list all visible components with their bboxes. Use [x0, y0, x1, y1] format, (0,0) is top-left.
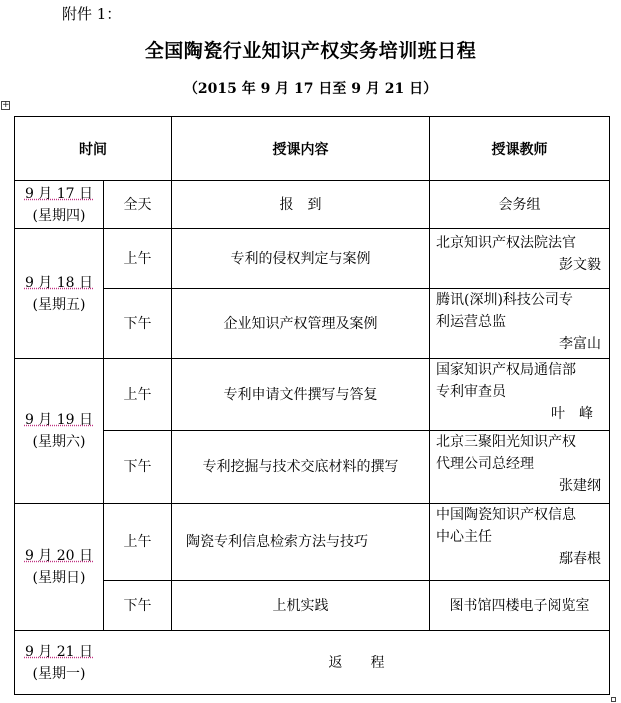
date-cell	[15, 359, 103, 503]
teacher-title: 北京知识产权法院法官	[436, 235, 576, 251]
content-cell: 专利的侵权判定与案例	[230, 250, 371, 267]
teacher-name: 叶 峰	[551, 406, 593, 422]
date-cell	[15, 229, 103, 358]
table-resize-handle-icon[interactable]	[611, 697, 616, 702]
teacher-cell	[430, 232, 609, 288]
content-cell: 陶瓷专利信息检索方法与技巧	[186, 534, 368, 550]
period-cell: 下午	[123, 597, 152, 614]
teacher-cell: 会务组	[498, 196, 541, 213]
date-cell	[15, 631, 103, 694]
teacher-name: 张建纲	[559, 478, 601, 494]
weekday-text: (星期五)	[32, 296, 86, 313]
weekday-text: (星期六)	[32, 434, 86, 450]
period-cell: 上午	[123, 386, 152, 403]
date-cell	[15, 504, 103, 630]
annex-label: 附件 1：	[62, 5, 122, 23]
date-text: 9 月 18 日	[24, 274, 94, 291]
teacher-title: 专利审查员	[436, 384, 506, 400]
document-subtitle: （2015 年 9 月 17 日至 9 月 21 日）	[183, 81, 438, 97]
date-text: 9 月 20 日	[24, 548, 94, 564]
teacher-cell	[430, 359, 609, 430]
teacher-cell	[430, 289, 609, 358]
content-cell: 上机实践	[272, 597, 329, 614]
teacher-cell	[430, 431, 609, 503]
document-title: 全国陶瓷行业知识产权实务培训班日程	[144, 40, 477, 62]
weekday-text: (星期四)	[32, 207, 86, 224]
period-cell: 全天	[123, 196, 152, 213]
teacher-cell	[430, 504, 609, 580]
teacher-name: 李富山	[559, 336, 601, 352]
content-cell: 企业知识产权管理及案例	[223, 315, 378, 332]
teacher-name: 鄢春根	[559, 551, 601, 567]
period-cell: 下午	[123, 459, 152, 475]
date-text: 9 月 21 日	[24, 643, 94, 660]
teacher-cell: 图书馆四楼电子阅览室	[449, 597, 590, 614]
teacher-title: 国家知识产权局通信部	[436, 362, 576, 378]
teacher-title: 中心主任	[436, 529, 492, 545]
teacher-title: 利运营总监	[436, 314, 506, 330]
return-cell: 返 程	[328, 654, 385, 671]
date-cell	[15, 181, 103, 228]
weekday-text: (星期日)	[32, 570, 86, 586]
header-time: 时间	[79, 141, 107, 158]
weekday-text: (星期一)	[32, 665, 86, 682]
period-cell: 上午	[123, 534, 152, 550]
date-text: 9 月 17 日	[24, 185, 94, 202]
content-cell: 报 到	[279, 196, 322, 213]
teacher-title: 腾讯(深圳)科技公司专	[436, 292, 573, 308]
teacher-title: 北京三聚阳光知识产权	[436, 434, 576, 450]
teacher-title: 中国陶瓷知识产权信息	[436, 507, 576, 523]
content-cell: 专利申请文件撰写与答复	[223, 386, 378, 403]
content-cell: 专利挖掘与技术交底材料的撰写	[202, 459, 399, 475]
period-cell: 下午	[123, 315, 152, 332]
header-content: 授课内容	[272, 141, 329, 158]
teacher-name: 彭文毅	[559, 257, 601, 273]
teacher-title: 代理公司总经理	[436, 456, 534, 472]
period-cell: 上午	[123, 250, 152, 267]
header-teacher: 授课教师	[491, 141, 548, 158]
table-move-handle-icon[interactable]: +	[2, 100, 10, 110]
date-text: 9 月 19 日	[24, 412, 94, 428]
